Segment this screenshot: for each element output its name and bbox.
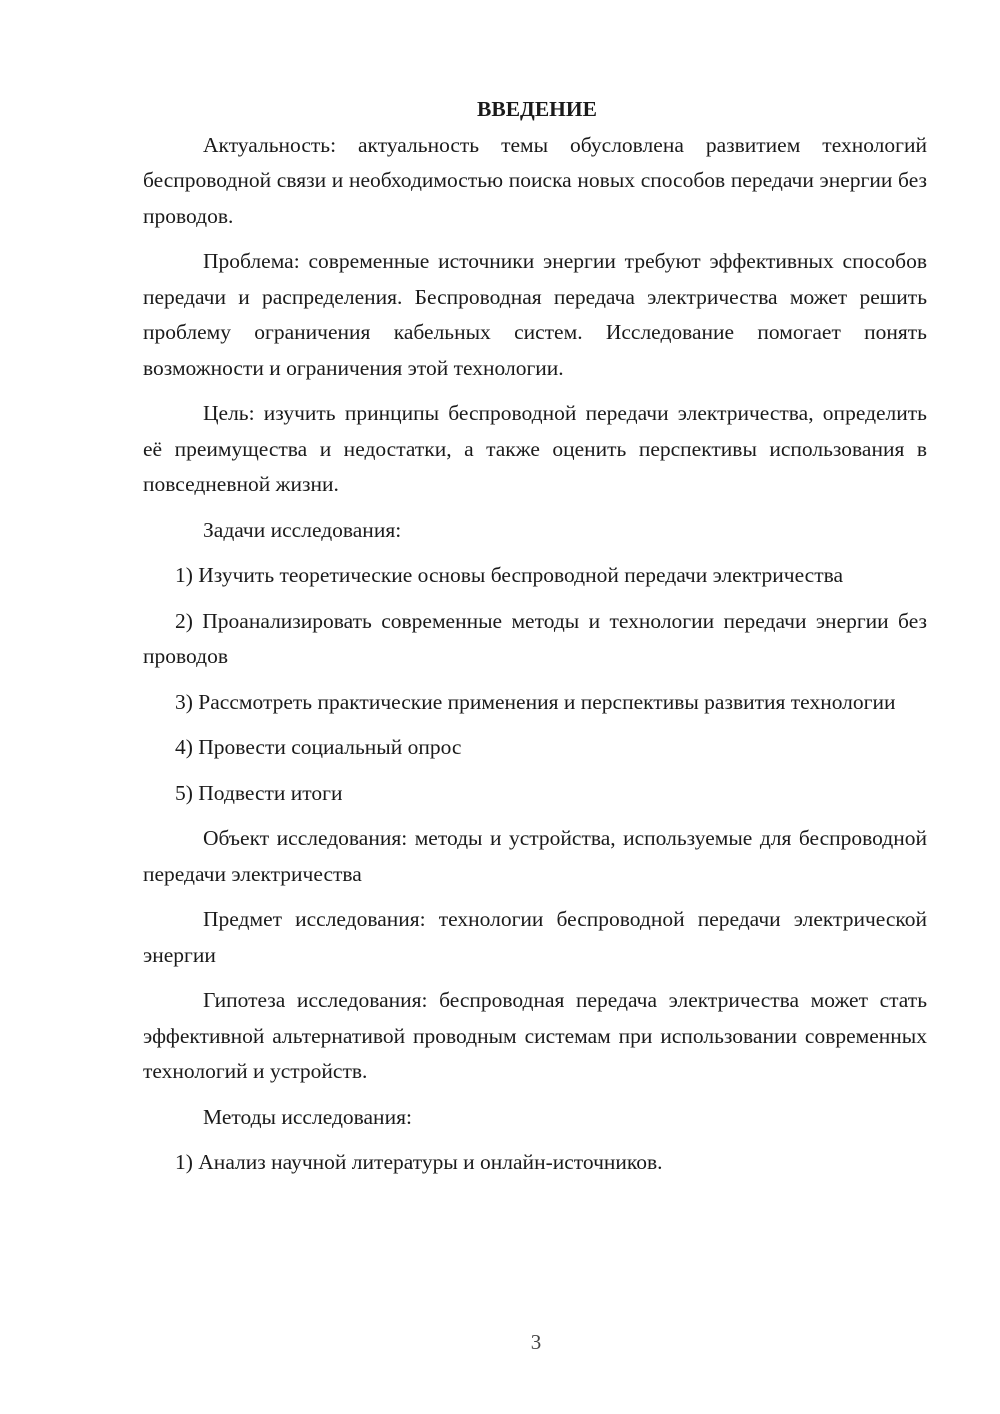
paragraph-hypothesis: Гипотеза исследования: беспроводная передача электричества может стать эффективной альтернативой проводным системам при использовании современных технологий и устройств. [143, 988, 927, 1083]
paragraph-goal: Цель: изучить принципы беспроводной передачи электричества, определить её преимущества и недостатки, а также оценить перспективы использования в повседневной жизни. [143, 401, 927, 496]
task-item-2: 2) Проанализировать современные методы и технологии передачи энергии без проводов [143, 608, 927, 668]
task-item-5: 5) Подвести итоги [175, 780, 343, 805]
task-item-1: 1) Изучить теоретические основы беспроводной передачи электричества [175, 563, 844, 587]
methods-heading: Методы исследования: [203, 1104, 412, 1129]
paragraph-problem: Проблема: современные источники энергии требуют эффективных способов передачи и распределения. Беспроводная передача электричества может решить проблему ограничения кабельных систем. Исследование помогает понять возможности и ограничения этой технологии. [143, 249, 927, 380]
paragraph-relevance: Актуальность: актуальность темы обусловлена развитием технологий беспроводной связи и необходимостью поиска новых способов передачи энергии без проводов. [143, 132, 927, 228]
tasks-heading: Задачи исследования: [203, 517, 402, 542]
task-item-4: 4) Провести социальный опрос [175, 735, 462, 759]
section-title: ВВЕДЕНИЕ [477, 97, 597, 121]
document-page [143, 92, 927, 1191]
paragraph-object: Объект исследования: методы и устройства, используемые для беспроводной передачи электричества [143, 826, 927, 886]
paragraph-subject: Предмет исследования: технологии беспроводной передачи электрической энергии [143, 907, 927, 967]
task-item-3: 3) Рассмотреть практические применения и перспективы развития технологии [175, 689, 896, 714]
method-item-1: 1) Анализ научной литературы и онлайн-источников. [175, 1150, 663, 1174]
page-number: 3 [530, 1330, 542, 1354]
